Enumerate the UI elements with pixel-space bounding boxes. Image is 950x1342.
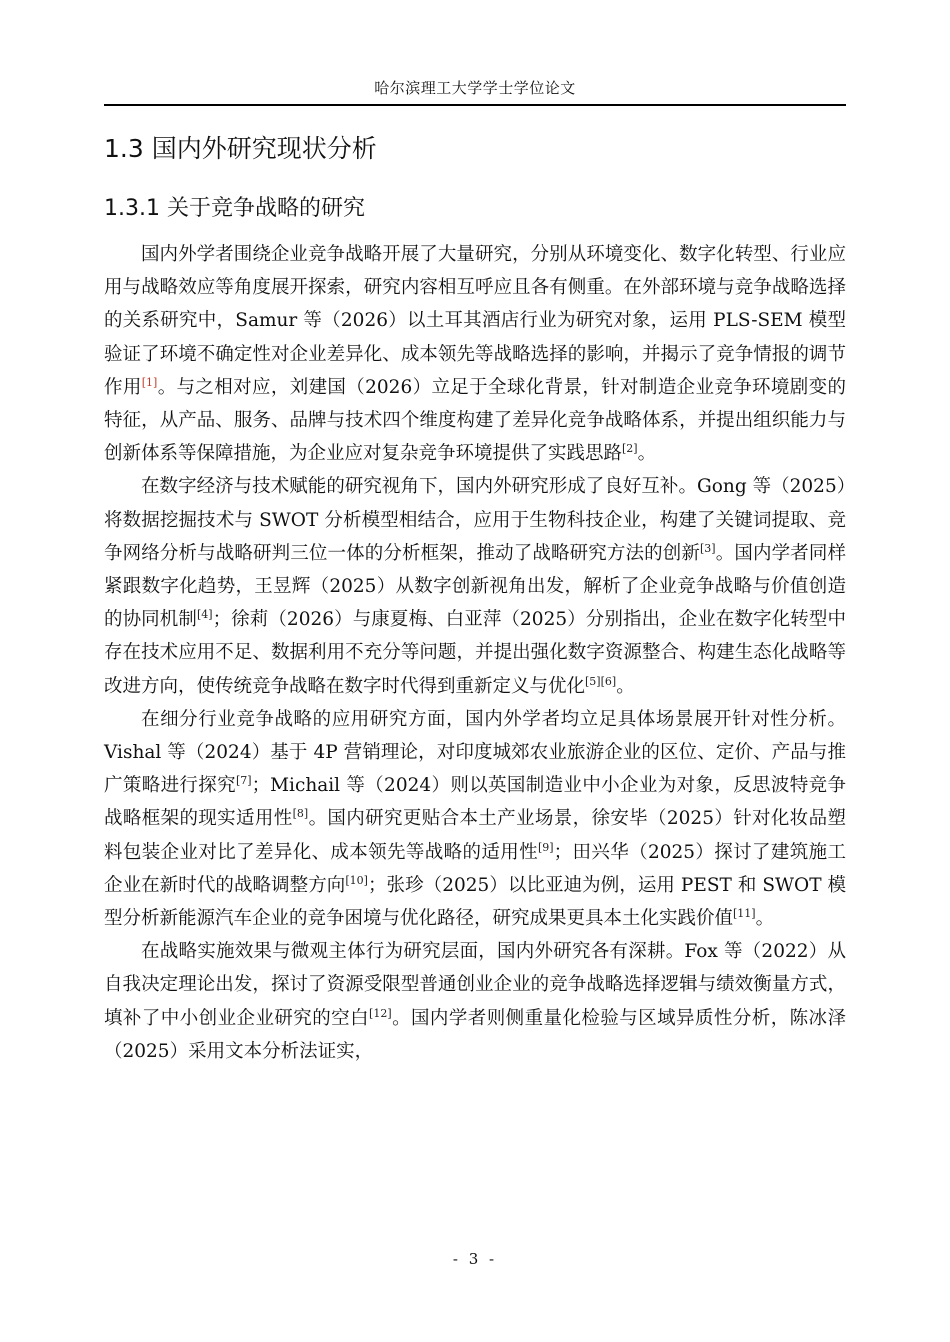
paragraph-text: 。: [637, 443, 657, 465]
citation-marker[interactable]: [10]: [345, 873, 368, 887]
citation-marker[interactable]: [7]: [236, 774, 252, 788]
citation-marker[interactable]: [1]: [141, 375, 158, 389]
paragraph-text: 国内外学者围绕企业竞争战略开展了大量研究，分别从环境变化、数字化转型、行业应用与战略效应等角度展开探索，研究内容相互呼应且各有侧重。在外部环境与竞争战略选择的关系研究中，Samur 等（2026）以土耳其酒店行业为研究对象，运用 PLS-SEM 模型验证了环境不确定性对企业差异化、成本领先等战略选择的影响，并揭示了竞争情报的调节作用: [104, 244, 846, 398]
paragraph: [104, 238, 846, 470]
citation-marker[interactable]: [5][6]: [585, 674, 617, 688]
paragraph-text: ；Michail 等（2024）则以英国制造业中小企业为对象，反思波特竞争战略框架的现实适用性: [104, 775, 846, 830]
running-header: 哈尔滨理工大学学士学位论文: [374, 79, 576, 97]
citation-marker[interactable]: [3]: [700, 541, 716, 555]
citation-marker[interactable]: [11]: [733, 906, 756, 920]
citation-marker[interactable]: [8]: [292, 807, 309, 821]
paragraph: [104, 703, 846, 935]
paragraph-text: 。国内学者则侧重量化检验与区域异质性分析，陈冰泽（2025）采用文本分析法证实，: [104, 1007, 846, 1062]
citation-marker[interactable]: [12]: [369, 1006, 392, 1020]
citation-marker[interactable]: [4]: [196, 608, 213, 622]
citation-marker[interactable]: [2]: [622, 442, 638, 456]
paragraph: [104, 470, 846, 702]
paragraph-text: 。国内研究更贴合本土产业场景，徐安毕（2025）针对化妆品塑料包装企业对比了差异化、成本领先等战略的适用性: [104, 808, 846, 863]
body-text: [104, 238, 846, 1068]
paragraph-text: ；张珍（2025）以比亚迪为例，运用 PEST 和 SWOT 模型分析新能源汽车企业的竞争困境与优化路径，研究成果更具本土化实践价值: [104, 874, 846, 930]
paragraph-text: 。与之相对应，刘建国（2026）立足于全球化背景，针对制造企业竞争环境剧变的特征，从产品、服务、品牌与技术四个维度构建了差异化竞争战略体系，并提出组织能力与创新体系等保障措施，为企业应对复杂竞争环境提供了实践思路: [104, 376, 846, 465]
page-number: - 3 -: [452, 1250, 498, 1268]
header-rule: [104, 104, 846, 106]
paragraph-text: 在战略实施效果与微观主体行为研究层面，国内外研究各有深耕。Fox 等（2022）从自我决定理论出发，探讨了资源受限型普通创业企业的竞争战略选择逻辑与绩效衡量方式，填补了中小创业企业研究的空白: [104, 941, 846, 1029]
paragraph-text: 。: [616, 675, 635, 697]
paragraph-text: ；田兴华（2025）探讨了建筑施工企业在新时代的战略调整方向: [104, 841, 846, 896]
paragraph: [104, 935, 846, 1068]
paragraph-text: 在数字经济与技术赋能的研究视角下，国内外研究形成了良好互补。Gong 等（2025）将数据挖掘技术与 SWOT 分析模型相结合，应用于生物科技企业，构建了关键词提取、竞争网络分析与战略研判三位一体的分析框架，推动了战略研究方法的创新: [104, 476, 846, 564]
paragraph-text: 。国内学者同样紧跟数字化趋势，王昱辉（2025）从数字创新视角出发，解析了企业竞争战略与价值创造的协同机制: [104, 542, 846, 631]
subsection-heading: 1.3.1 关于竞争战略的研究: [104, 196, 365, 221]
section-heading: 1.3 国内外研究现状分析: [104, 134, 377, 163]
citation-marker[interactable]: [9]: [538, 840, 554, 854]
paragraph-text: 在细分行业竞争战略的应用研究方面，国内外学者均立足具体场景展开针对性分析。Vishal 等（2024）基于 4P 营销理论，对印度城郊农业旅游企业的区位、定价、产品与推广策略进行探究: [104, 708, 846, 797]
paragraph-text: 。: [755, 908, 775, 930]
paragraph-text: ；徐莉（2026）与康夏梅、白亚萍（2025）分别指出，企业在数字化转型中存在技术应用不足、数据利用不充分等问题，并提出强化数字资源整合、构建生态化战略等改进方向，使传统竞争战略在数字时代得到重新定义与优化: [104, 609, 846, 697]
